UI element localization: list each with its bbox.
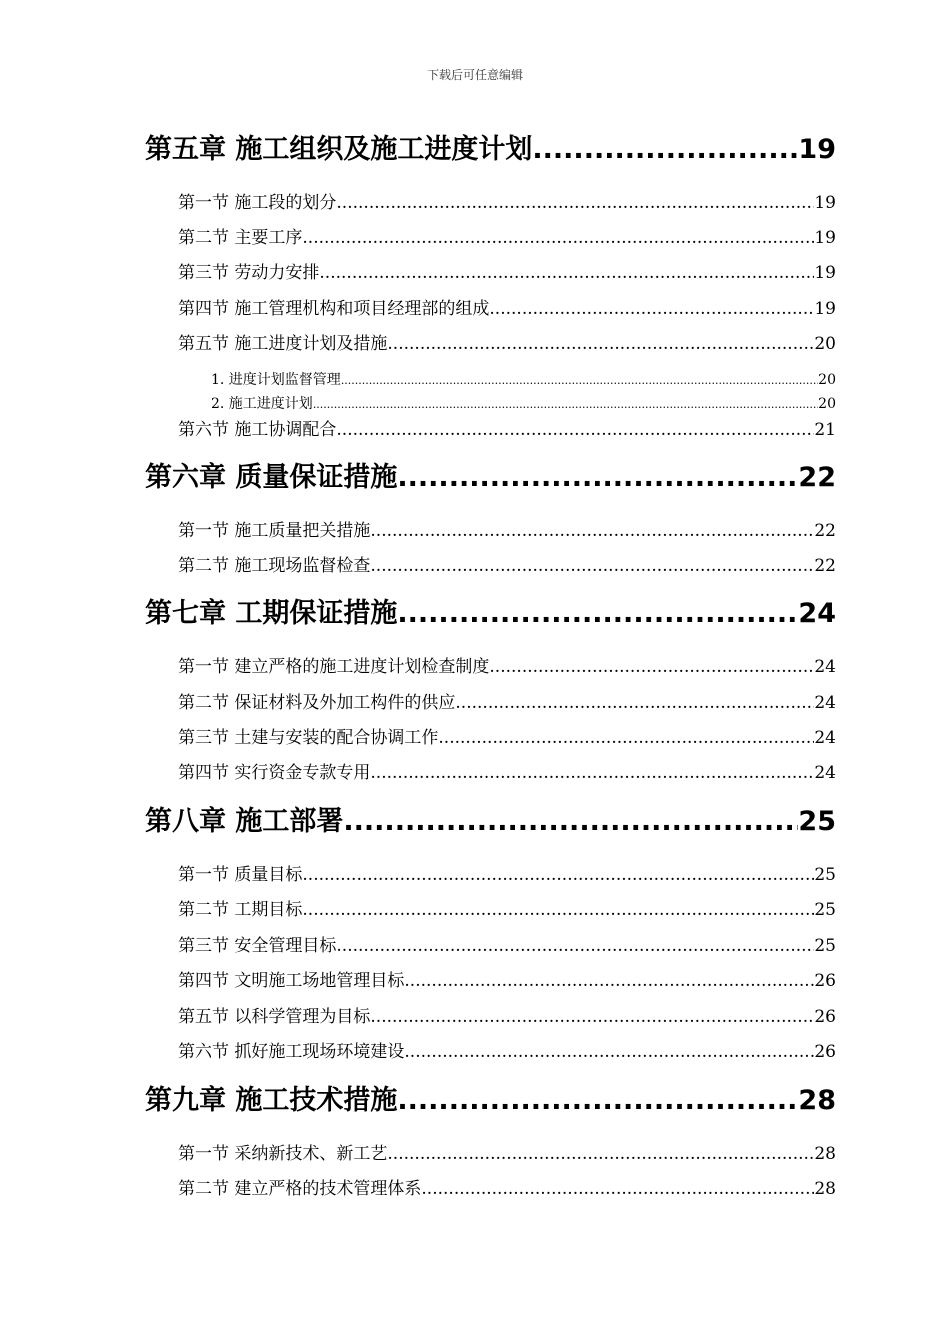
toc-entry-title: 1. 进度计划监督管理 xyxy=(211,372,341,388)
toc-entry-page-number: 24 xyxy=(814,728,836,748)
dot-leader xyxy=(387,332,814,356)
dot-leader xyxy=(370,554,814,578)
toc-entry-title: 第三节 土建与安装的配合协调工作 xyxy=(178,728,439,748)
page-header: 下载后可任意编辑 xyxy=(426,68,523,82)
toc-entry-section[interactable] xyxy=(178,898,836,922)
toc-entry-chapter[interactable] xyxy=(145,132,836,168)
toc-entry-section[interactable] xyxy=(178,297,836,321)
toc-entry-title: 第一节 施工质量把关措施 xyxy=(178,521,371,541)
toc-entry-page-number: 19 xyxy=(814,299,836,319)
toc-entry-page-number: 25 xyxy=(814,936,836,956)
dot-leader xyxy=(336,191,814,215)
dot-leader xyxy=(370,1005,814,1029)
toc-entry-page-number: 24 xyxy=(814,763,836,783)
toc-entry-section[interactable] xyxy=(178,655,836,679)
toc-entry-page-number: 25 xyxy=(814,865,836,885)
toc-entry-section[interactable] xyxy=(178,519,836,543)
dot-leader xyxy=(397,460,798,496)
toc-entry-title: 第九章 施工技术措施 xyxy=(145,1085,398,1116)
toc-entry-page-number: 28 xyxy=(814,1179,836,1199)
dot-leader xyxy=(313,395,818,415)
toc-entry-title: 第一节 施工段的划分 xyxy=(178,193,337,213)
toc-entry-title: 第六章 质量保证措施 xyxy=(145,462,398,493)
toc-entry-page-number: 25 xyxy=(814,900,836,920)
toc-entry-section[interactable] xyxy=(178,1005,836,1029)
dot-leader xyxy=(319,261,814,285)
toc-entry-title: 第三节 劳动力安排 xyxy=(178,263,320,283)
toc-entry-chapter[interactable] xyxy=(145,460,836,496)
toc-entry-chapter[interactable] xyxy=(145,1083,836,1119)
toc-entry-section[interactable] xyxy=(178,1040,836,1064)
toc-entry-title: 第四节 施工管理机构和项目经理部的组成 xyxy=(178,299,490,319)
dot-leader xyxy=(302,898,814,922)
toc-entry-page-number: 24 xyxy=(814,657,836,677)
dot-leader xyxy=(370,519,814,543)
dot-leader xyxy=(489,655,814,679)
dot-leader xyxy=(387,1142,814,1166)
toc-entry-section[interactable] xyxy=(178,1142,836,1166)
dot-leader xyxy=(404,1040,814,1064)
toc-entry-title: 第一节 采纳新技术、新工艺 xyxy=(178,1144,388,1164)
toc-entry-section[interactable] xyxy=(178,761,836,785)
toc-entry-page-number: 19 xyxy=(798,134,836,165)
toc-entry-page-number: 22 xyxy=(814,556,836,576)
toc-entry-title: 第六节 抓好施工现场环境建设 xyxy=(178,1042,405,1062)
toc-entry-page-number: 28 xyxy=(798,1085,836,1116)
toc-entry-page-number: 22 xyxy=(798,462,836,493)
toc-entry-section[interactable] xyxy=(178,863,836,887)
toc-entry-title: 第五章 施工组织及施工进度计划 xyxy=(145,134,533,165)
dot-leader xyxy=(404,969,814,993)
dot-leader xyxy=(343,804,798,840)
toc-entry-page-number: 22 xyxy=(814,521,836,541)
toc-entry-page-number: 20 xyxy=(818,396,836,412)
toc-entry-sub[interactable] xyxy=(211,370,836,391)
dot-leader xyxy=(438,726,814,750)
toc-entry-page-number: 24 xyxy=(798,598,836,629)
dot-leader xyxy=(336,934,814,958)
toc-entry-section[interactable] xyxy=(178,332,836,356)
toc-entry-section[interactable] xyxy=(178,418,836,442)
toc-entry-title: 第二节 主要工序 xyxy=(178,228,303,248)
toc-entry-title: 第二节 施工现场监督检查 xyxy=(178,556,371,576)
toc-entry-page-number: 26 xyxy=(814,1042,836,1062)
dot-leader xyxy=(302,226,814,250)
dot-leader xyxy=(302,863,814,887)
toc-entry-title: 第五节 施工进度计划及措施 xyxy=(178,334,388,354)
toc-entry-page-number: 20 xyxy=(814,334,836,354)
toc-entry-page-number: 19 xyxy=(814,193,836,213)
toc-entry-title: 第二节 保证材料及外加工构件的供应 xyxy=(178,693,456,713)
toc-entry-title: 2. 施工进度计划 xyxy=(211,396,313,412)
dot-leader xyxy=(421,1177,814,1201)
toc-entry-section[interactable] xyxy=(178,934,836,958)
dot-leader xyxy=(532,132,798,168)
toc-entry-page-number: 26 xyxy=(814,1007,836,1027)
toc-entry-sub[interactable] xyxy=(211,394,836,415)
toc-entry-title: 第七章 工期保证措施 xyxy=(145,598,398,629)
toc-entry-title: 第四节 实行资金专款专用 xyxy=(178,763,371,783)
toc-entry-section[interactable] xyxy=(178,261,836,285)
toc-entry-chapter[interactable] xyxy=(145,804,836,840)
toc-entry-title: 第二节 建立严格的技术管理体系 xyxy=(178,1179,422,1199)
toc-entry-title: 第三节 安全管理目标 xyxy=(178,936,337,956)
dot-leader xyxy=(336,418,814,442)
toc-entry-page-number: 21 xyxy=(814,420,836,440)
dot-leader xyxy=(370,761,814,785)
toc-entry-title: 第六节 施工协调配合 xyxy=(178,420,337,440)
toc-entry-page-number: 28 xyxy=(814,1144,836,1164)
toc-entry-title: 第二节 工期目标 xyxy=(178,900,303,920)
dot-leader xyxy=(397,596,798,632)
toc-entry-section[interactable] xyxy=(178,691,836,715)
toc-entry-title: 第一节 建立严格的施工进度计划检查制度 xyxy=(178,657,490,677)
dot-leader xyxy=(397,1083,798,1119)
toc-entry-page-number: 26 xyxy=(814,971,836,991)
toc-entry-title: 第四节 文明施工场地管理目标 xyxy=(178,971,405,991)
toc-entry-page-number: 19 xyxy=(814,263,836,283)
toc-entry-chapter[interactable] xyxy=(145,596,836,632)
toc-entry-page-number: 24 xyxy=(814,693,836,713)
dot-leader xyxy=(455,691,814,715)
toc-entry-title: 第五节 以科学管理为目标 xyxy=(178,1007,371,1027)
toc-entry-section[interactable] xyxy=(178,554,836,578)
toc-entry-section[interactable] xyxy=(178,191,836,215)
toc-entry-title: 第八章 施工部署 xyxy=(145,806,344,837)
dot-leader xyxy=(489,297,814,321)
toc-entry-page-number: 20 xyxy=(818,372,836,388)
toc-entry-section[interactable] xyxy=(178,226,836,250)
toc-entry-page-number: 19 xyxy=(814,228,836,248)
toc-entry-section[interactable] xyxy=(178,969,836,993)
toc-entry-section[interactable] xyxy=(178,1177,836,1201)
dot-leader xyxy=(341,371,818,391)
toc-entry-page-number: 25 xyxy=(798,806,836,837)
toc-entry-section[interactable] xyxy=(178,726,836,750)
toc-entry-title: 第一节 质量目标 xyxy=(178,865,303,885)
